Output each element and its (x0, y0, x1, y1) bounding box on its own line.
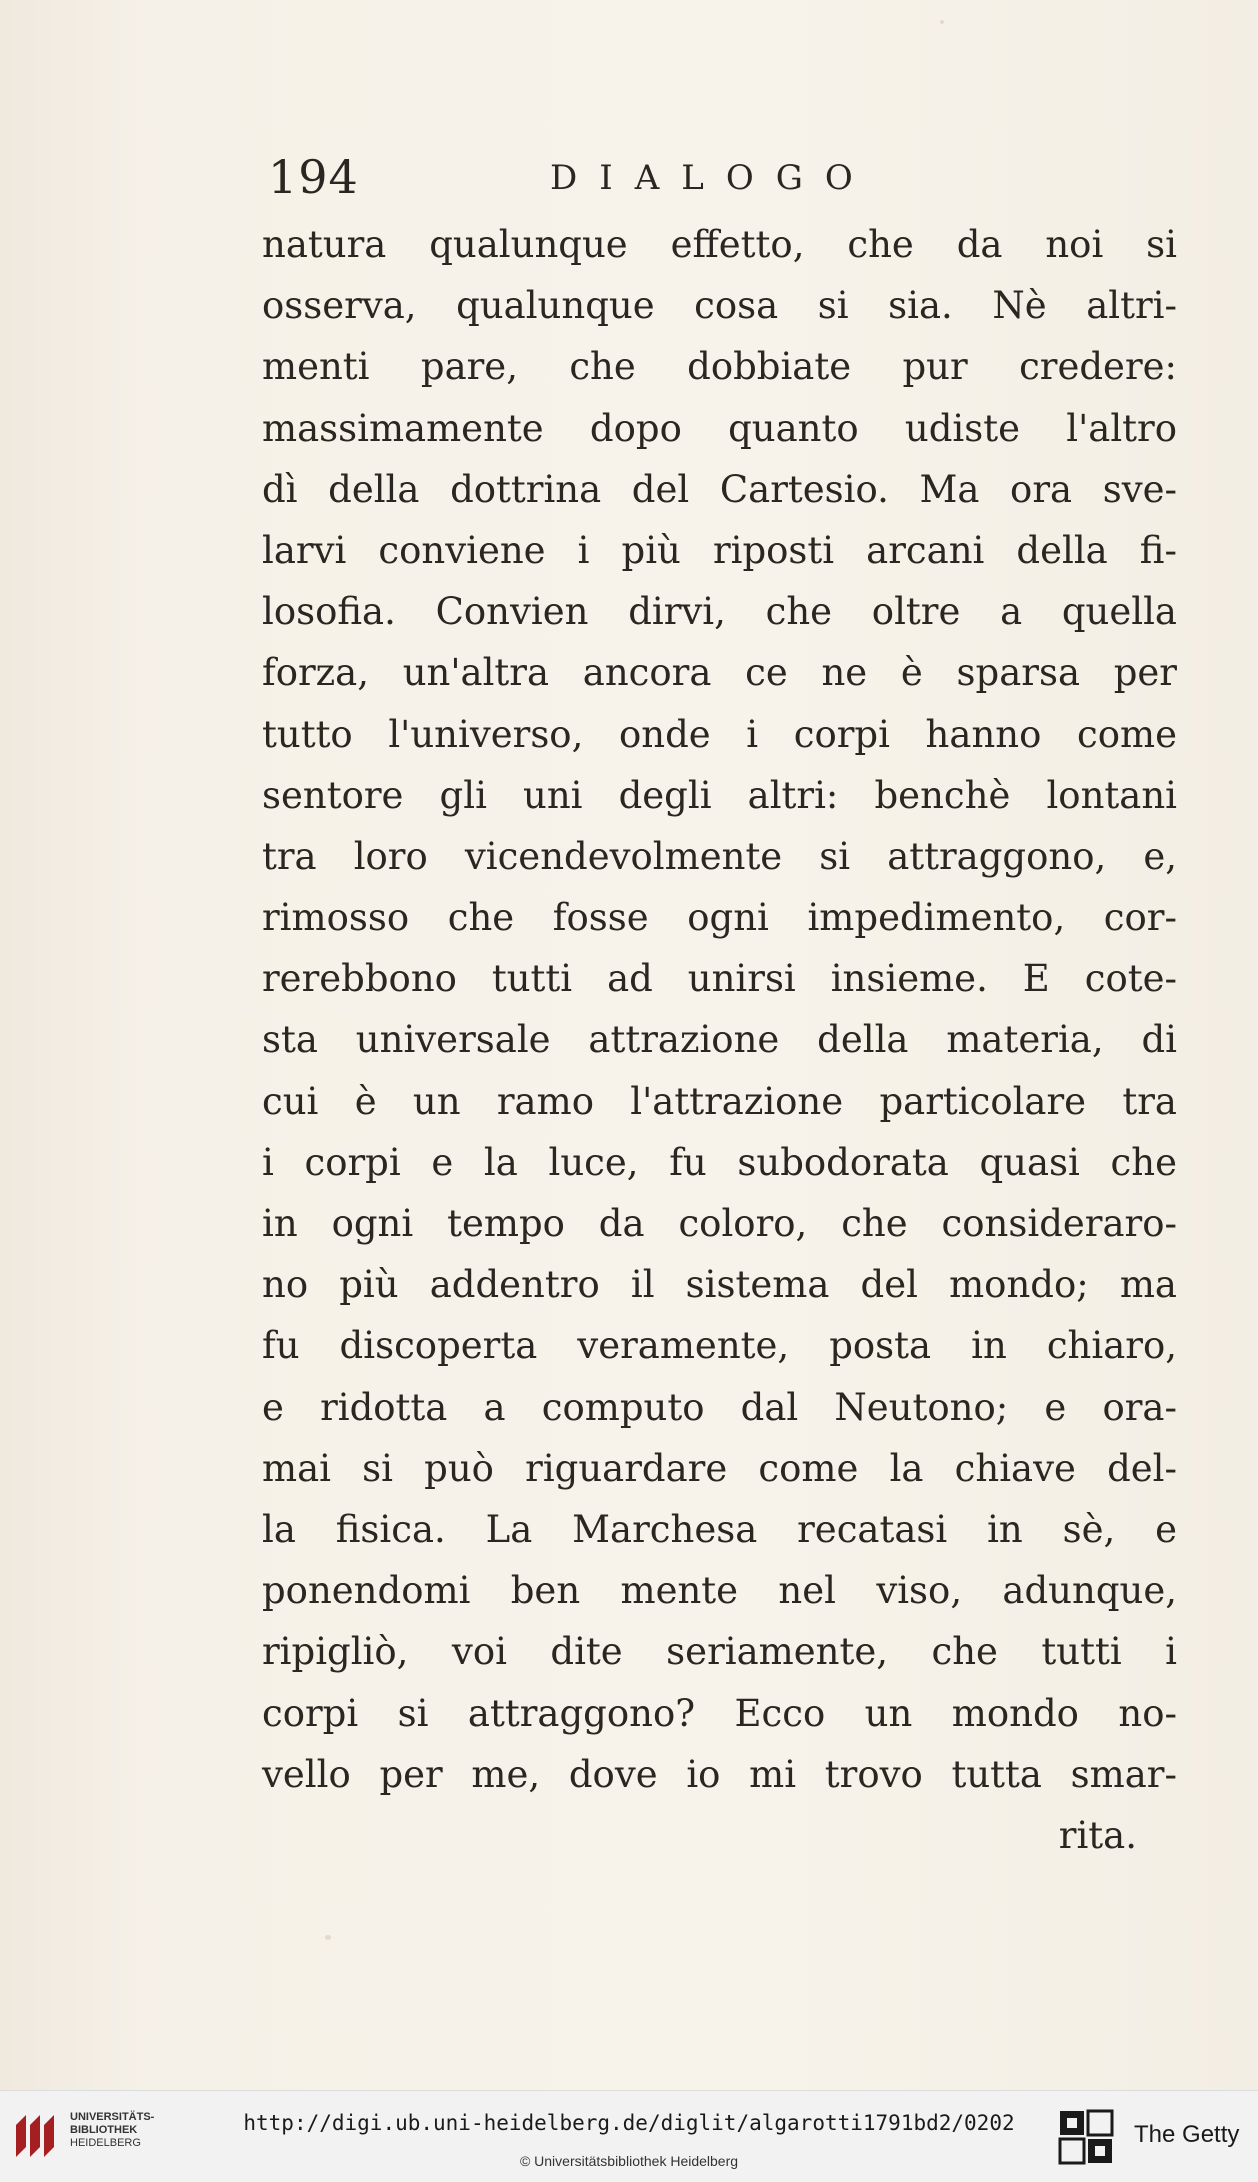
text-line: losofia. Convien dirvi, che oltre a quella (262, 590, 1177, 634)
text-line: fu discoperta veramente, posta in chiaro, (262, 1324, 1177, 1368)
text-line: tra loro vicendevolmente si attraggono, e, (262, 834, 1177, 878)
text-line: vello per me, dove io mi trovo tutta smar- (262, 1752, 1177, 1796)
text-line: la fisica. La Marchesa recatasi in sè, e (262, 1507, 1177, 1551)
viewer-footer (0, 2090, 1258, 2182)
text-line: ponendomi ben mente nel viso, adunque, (262, 1569, 1177, 1613)
permalink-url[interactable]: http://digi.ub.uni-heidelberg.de/diglit/algarotti1791bd2/0202 (243, 2111, 1015, 2135)
text-line: no più addentro il sistema del mondo; ma (262, 1263, 1177, 1307)
text-line: osserva, qualunque cosa si sia. Nè altri- (262, 284, 1177, 328)
text-line: massimamente dopo quanto udiste l'altro (262, 406, 1177, 450)
paper-speck (940, 20, 944, 24)
text-line: e ridotta a computo dal Neutono; e ora- (262, 1385, 1177, 1429)
library-name-line: UNIVERSITÄTS- (70, 2111, 155, 2123)
text-line: rerebbono tutti ad unirsi insieme. E cote- (262, 957, 1177, 1001)
partner-name: The Getty (1134, 2121, 1240, 2148)
page-number: 194 (268, 150, 359, 204)
page-header (268, 150, 1168, 210)
text-line: larvi conviene i più riposti arcani della fi- (262, 528, 1177, 572)
text-line: cui è un ramo l'attrazione particolare tra (262, 1079, 1177, 1123)
getty-logo-icon (1058, 2109, 1114, 2165)
running-head: DIALOGO (550, 158, 875, 198)
text-line: i corpi e la luce, fu subodorata quasi che (262, 1140, 1177, 1184)
text-line: sta universale attrazione della materia, di (262, 1018, 1177, 1062)
paper-speck (325, 1935, 331, 1940)
library-name-line: HEIDELBERG (70, 2137, 141, 2149)
text-line: forza, un'altra ancora ce ne è sparsa per (262, 651, 1177, 695)
text-line: menti pare, che dobbiate pur credere: (262, 345, 1177, 389)
text-line: corpi si attraggono? Ecco un mondo no- (262, 1691, 1177, 1735)
copyright-notice: © Universitätsbibliothek Heidelberg (519, 2153, 739, 2169)
text-line: rimosso che fosse ogni impedimento, cor- (262, 896, 1177, 940)
library-name-line: BIBLIOTHEK (70, 2124, 138, 2136)
text-line: sentore gli uni degli altri: benchè lontani (262, 773, 1177, 817)
text-line: ripigliò, voi dite seriamente, che tutti i (262, 1630, 1177, 1674)
body-text (262, 214, 1177, 1866)
text-line: tutto l'universo, onde i corpi hanno come (262, 712, 1177, 756)
text-line: mai si può riguardare come la chiave del- (262, 1446, 1177, 1490)
text-line: natura qualunque effetto, che da noi si (262, 223, 1177, 266)
text-line: dì della dottrina del Cartesio. Ma ora sve- (262, 467, 1177, 511)
text-line: in ogni tempo da coloro, che consideraro- (262, 1202, 1177, 1245)
text-line-catchword: rita. (1058, 1813, 1137, 1857)
